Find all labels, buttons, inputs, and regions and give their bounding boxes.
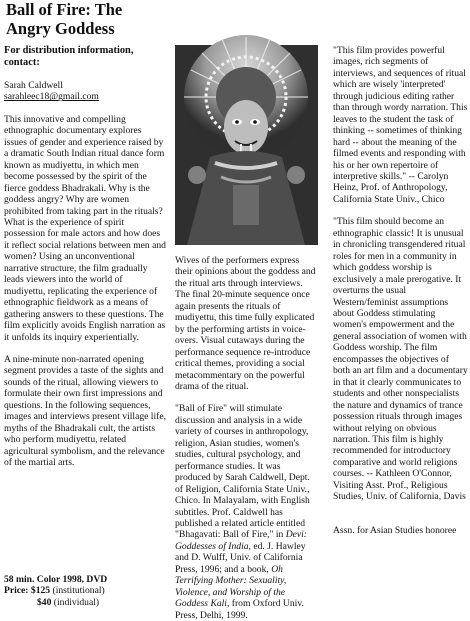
book-title-devi: Devi: Goddesses of India (175, 529, 307, 552)
oconnor-quote: "This film should become an ethnographic classic! It is unusual in chronicling transgendered ritual roles for men in a community in which goddess worship is exclusively a male prerogative. It overturns the usual Western/feminist assumptions about Goddess stimulating women's empowerment and the general association of women with Goddess worship. The film encompasses the objectives of both an art film and a documentary in that it clearly communicates to students and other nonspecialists the nature and dynamics of trance possession rituals through images without relying on obvious narration. This film is highly recommended for introductory comparative and world religions courses. -- Kathleen O'Connor, Visiting Asst. Prof., Religious Studies, Univ. of California, Davis (333, 216, 468, 503)
price-institutional-note: (institutional) (52, 585, 105, 597)
right-column (333, 45, 468, 536)
price-individual (4, 597, 166, 608)
price-individual-note: (individual) (53, 596, 100, 608)
contact-name: Sarah Caldwell (4, 80, 63, 91)
price-institutional (4, 585, 166, 596)
book-title-terrifying-mother: Oh Terrifying Mother: Sexuality, Violence, and Worship of the Goddess Kali (175, 563, 287, 610)
product-specs: 58 min. Color 1998, DVD (4, 574, 108, 585)
title-line-2: Angry Goddess (6, 19, 115, 38)
product-info (4, 574, 166, 608)
courses-paragraph (175, 403, 318, 621)
performer-photo (175, 45, 318, 245)
price-individual-amount: $40 (37, 596, 52, 608)
left-column (4, 45, 166, 608)
courses-text-e: , from Oxford Univ. Press, Delhi, 1999. (175, 598, 304, 621)
segment-paragraph: A nine-minute non-narrated opening segment provides a taste of the sights and sounds of the ritual, allowing viewers to formulate their own first impressions and questions. In the following sequences, images and interviews present village life, myths of the Bhadrakali cult, the artists who perform mudiyettu, related agricultural symbolism, and the relevance of the martial arts. (4, 353, 166, 469)
honoree-note: Assn. for Asian Studies honoree (333, 524, 457, 536)
middle-column (175, 255, 318, 621)
courses-text-c: , ed. J. Hawley and D. Wulff, Univ. of California Press, 1996; and a book, (175, 540, 306, 575)
heinz-quote: "This film provides powerful images, rich segments of interviews, and sequences of ritual which are wisely 'interpreted' through judicious editing rather than through wordy narration. This leaves to the student the task of thinking -- sometimes of thinking hard -- about the meaning of the filmed events and responding with his or her own repertoire of interpretive skills." -- Carolyn Heinz, Prof. of Anthropology, California State Univ., Chico (333, 45, 468, 205)
intro-paragraph: This innovative and compelling ethnographic documentary explores issues of gender and experience raised by a dramatic South Indian ritual dance form known as mudiyettu, in which men become possessed by the spirit of the fierce goddess Bhadrakali. Why is the goddess angry? Why are women prohibited from taking part in the rituals? What is the experience of spirit possession for male actors and how does it reflect social relations between men and women? Using an unconventional narrative structure, the film gradually leads viewers into the world of mudiyettu, replicating the experience of ethnographic fieldwork as a means of gathering answers to these questions. The film explicitly avoids English narration as it unfolds its inquiry experientially. (4, 113, 166, 343)
price-label: Price: (4, 585, 29, 597)
contact-heading-line-1: For distribution information, (4, 45, 134, 56)
performer-photo-image (175, 45, 318, 245)
price-institutional-amount: $125 (30, 585, 51, 597)
contact-heading-line-2: contact: (4, 57, 40, 68)
wives-paragraph: Wives of the performers express their opinions about the goddess and the ritual arts through interviews. The final 20-minute sequence once again presents the rituals of mudiyettu, this time fully explicated by the performing artists in voice-overs. Visual cutaways during the performance sequence re-introduce critical themes, providing a social metacommentary on the powerful drama of the ritual. (175, 255, 316, 392)
page-title (6, 0, 176, 38)
contact-email-link[interactable]: sarahleec18@gmail.com (4, 91, 99, 103)
courses-text-a: "Ball of Fire" will stimulate discussion and analysis in a wide variety of courses in anthropology, religion, Asian studies, women's studies, cultural psychology, and performance studies. It was produced by Sarah Caldwell, Dept. of Religion, California State Univ., Chico. In Malayalam, with English subtitles. Prof. Caldwell has published a related article entitled "Bhagavati: Ball of Fire," in (175, 403, 310, 541)
contact-heading (4, 45, 166, 69)
title-line-1: Ball of Fire: The (6, 0, 123, 19)
